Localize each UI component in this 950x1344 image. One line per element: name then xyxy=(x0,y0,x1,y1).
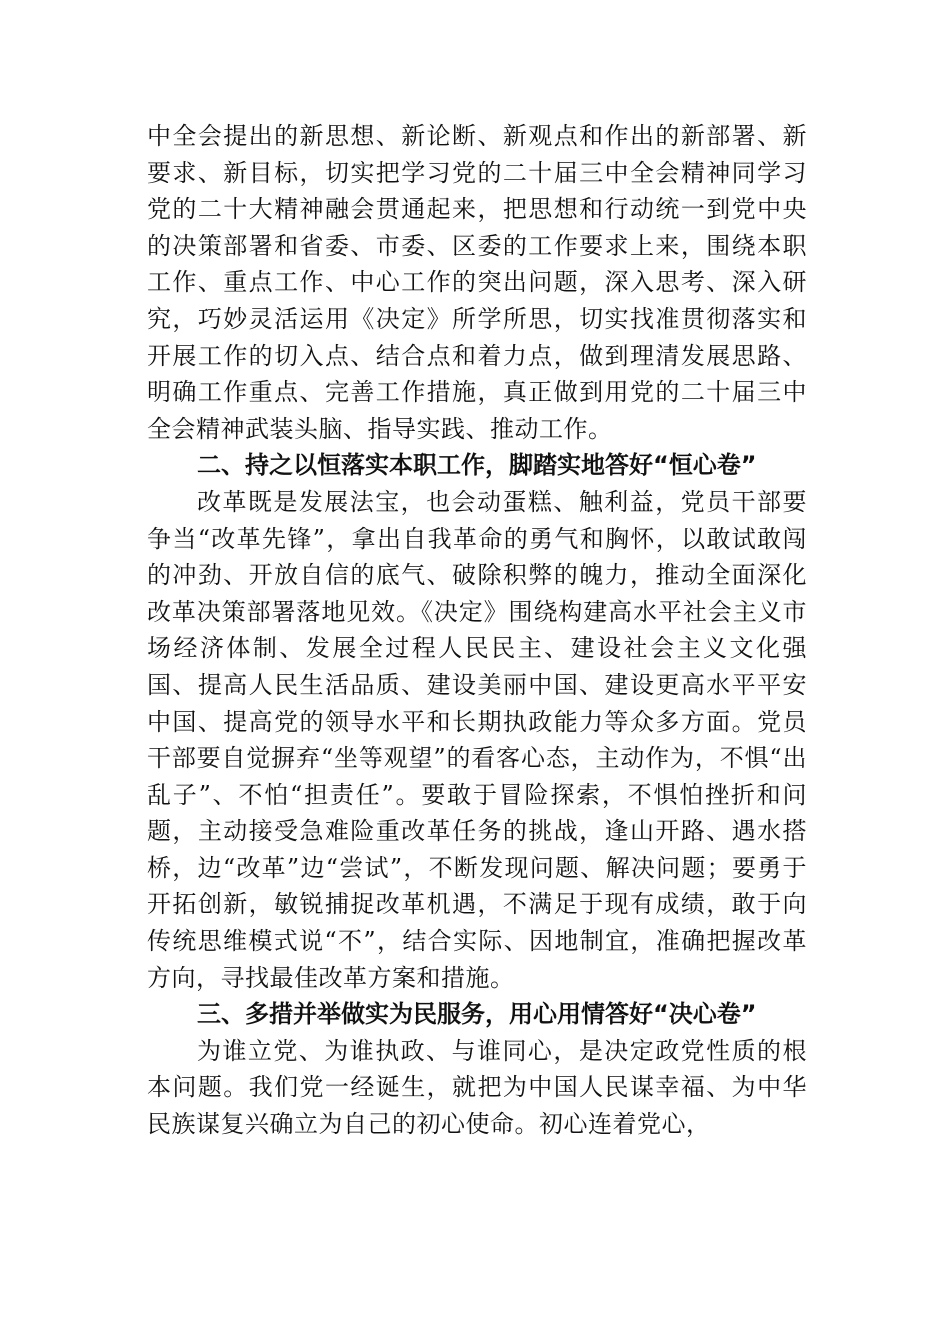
document-page xyxy=(147,118,807,1143)
body-paragraph-2: 改革既是发展法宝，也会动蛋糕、触利益，党员干部要争当“改革先锋”，拿出自我革命的勇气和胸怀，以敢试敢闯的冲劲、开放自信的底气、破除积弊的魄力，推动全面深化改革决策部署落地见效。《决定》围绕构建高水平社会主义市场经济体制、发展全过程人民民主、建设社会主义文化强国、提高人民生活品质、建设美丽中国、建设更高水平平安中国、提高党的领导水平和长期执政能力等众多方面。党员干部要自觉摒弃“坐等观望”的看客心态，主动作为，不惧“出乱子”、不怕“担责任”。要敢于冒险探索，不惧怕挫折和问题，主动接受急难险重改革任务的挑战，逢山开路、遇水搭桥，边“改革”边“尝试”，不断发现问题、解决问题；要勇于开拓创新，敏锐捕捉改革机遇，不满足于现有成绩，敢于向传统思维模式说“不”，结合实际、因地制宜，准确把握改革方向，寻找最佳改革方案和措施。 xyxy=(147,487,807,992)
section-heading-2: 二、持之以恒落实本职工作，脚踏实地答好“恒心卷” xyxy=(197,451,757,480)
body-paragraph-3: 为谁立党、为谁执政、与谁同心，是决定政党性质的根本问题。我们党一经诞生，就把为中国人民谋幸福、为中华民族谋复兴确立为自己的初心使命。初心连着党心， xyxy=(147,1036,807,1139)
section-heading-3: 三、多措并举做实为民服务，用心用情答好“决心卷” xyxy=(197,1000,757,1029)
body-paragraph-1: 中全会提出的新思想、新论断、新观点和作出的新部署、新要求、新目标，切实把学习党的二十届三中全会精神同学习党的二十大精神融会贯通起来，把思想和行动统一到党中央的决策部署和省委、市委、区委的工作要求上来，围绕本职工作、重点工作、中心工作的突出问题，深入思考、深入研究，巧妙灵活运用《决定》所学所思，切实找准贯彻落实和开展工作的切入点、结合点和着力点，做到理清发展思路、明确工作重点、完善工作措施，真正做到用党的二十届三中全会精神武装头脑、指导实践、推动工作。 xyxy=(147,122,807,443)
